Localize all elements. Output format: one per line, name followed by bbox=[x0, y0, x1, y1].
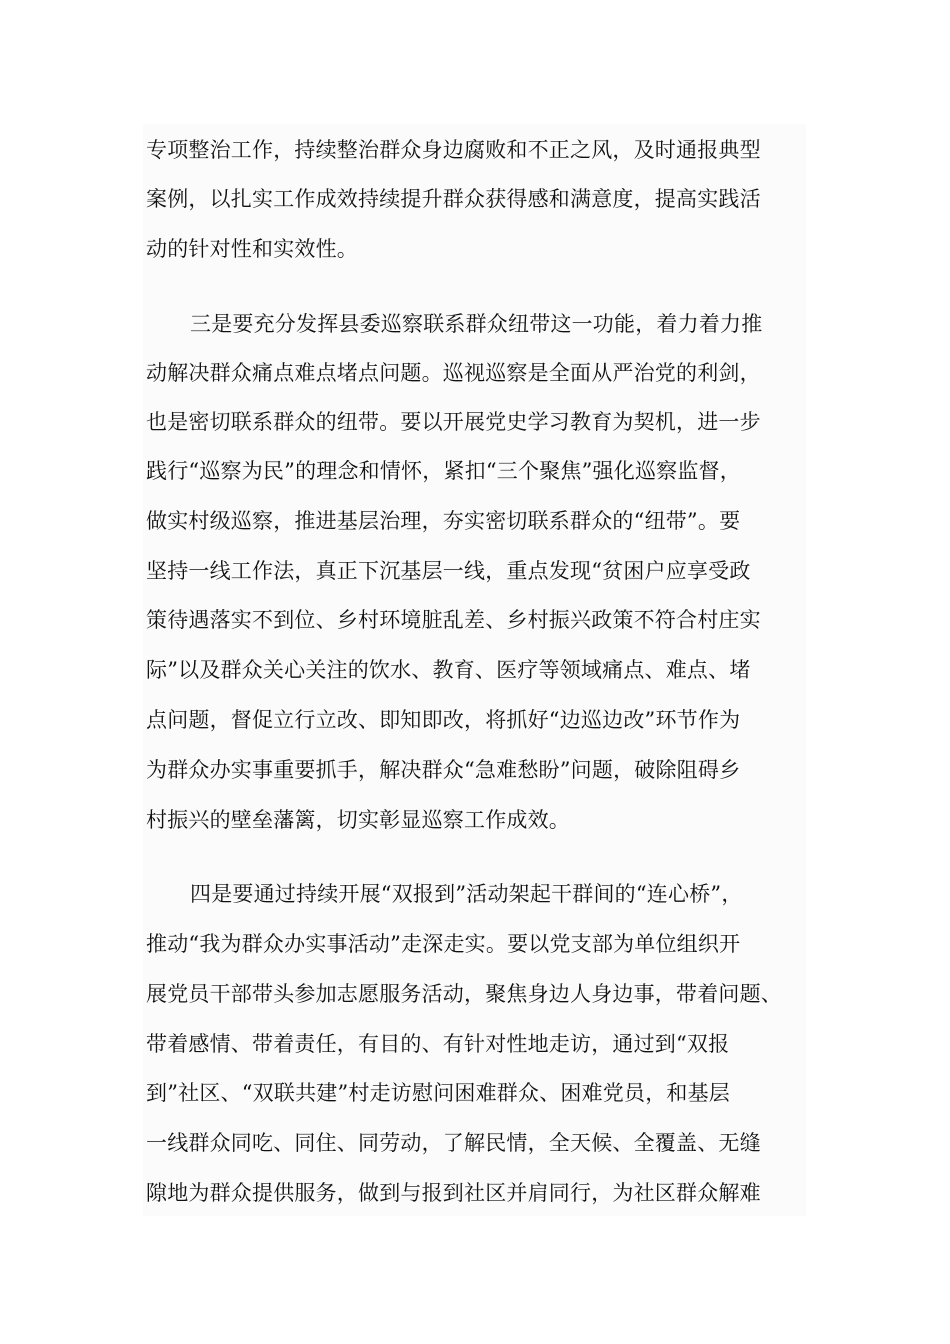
paragraph-2-line-1: 三是要充分发挥县委巡察联系群众纽带这一功能，着力着力推 bbox=[190, 312, 763, 336]
paragraph-3-line-1: 四是要通过持续开展“双报到”活动架起干群间的“连心桥”， bbox=[190, 882, 743, 906]
paragraph-3-line-5: 到”社区、“双联共建”村走访慰问困难群众、困难党员，和基层 bbox=[146, 1081, 731, 1105]
paragraph-2-line-9: 点问题，督促立行立改、即知即改，将抓好“边巡边改”环节作为 bbox=[146, 708, 741, 732]
paragraph-1-line-1: 专项整治工作，持续整治群众身边腐败和不正之风，及时通报典型 bbox=[146, 138, 761, 162]
paragraph-2-line-4: 践行“巡察为民”的理念和情怀，紧扣“三个聚焦”强化巡察监督， bbox=[146, 459, 741, 483]
paragraph-2-line-5: 做实村级巡察，推进基层治理，夯实密切联系群众的“纽带”。要 bbox=[146, 509, 741, 533]
paragraph-3-line-3: 展党员干部带头参加志愿服务活动，聚焦身边人身边事，带着问题、 bbox=[146, 982, 782, 1006]
paragraph-3-line-4: 带着感情、带着责任，有目的、有针对性地走访，通过到“双报 bbox=[146, 1032, 730, 1056]
paragraph-2-line-10: 为群众办实事重要抓手，解决群众“急难愁盼”问题，破除阻碍乡 bbox=[146, 758, 741, 782]
paragraph-3-line-2: 推动“我为群众办实事活动”走深走实。要以党支部为单位组织开 bbox=[146, 932, 741, 956]
paragraph-2-line-11: 村振兴的壁垒藩篱，切实彰显巡察工作成效。 bbox=[146, 808, 570, 832]
paragraph-2-line-3: 也是密切联系群众的纽带。要以开展党史学习教育为契机，进一步 bbox=[146, 410, 761, 434]
paragraph-3-line-7: 隙地为群众提供服务，做到与报到社区并肩同行，为社区群众解难 bbox=[146, 1181, 761, 1205]
paragraph-2-line-2: 动解决群众痛点难点堵点问题。巡视巡察是全面从严治党的利剑， bbox=[146, 361, 761, 385]
paragraph-2-line-6: 坚持一线工作法，真正下沉基层一线，重点发现“贫困户应享受政 bbox=[146, 559, 751, 583]
paragraph-3-line-6: 一线群众同吃、同住、同劳动，了解民情，全天候、全覆盖、无缝 bbox=[146, 1131, 761, 1155]
paragraph-1-line-3: 动的针对性和实效性。 bbox=[146, 237, 358, 261]
paragraph-2-line-7: 策待遇落实不到位、乡村环境脏乱差、乡村振兴政策不符合村庄实 bbox=[146, 608, 761, 632]
paragraph-2-line-8: 际”以及群众关心关注的饮水、教育、医疗等领域痛点、难点、堵 bbox=[146, 658, 751, 682]
paragraph-1-line-2: 案例，以扎实工作成效持续提升群众获得感和满意度，提高实践活 bbox=[146, 187, 761, 211]
